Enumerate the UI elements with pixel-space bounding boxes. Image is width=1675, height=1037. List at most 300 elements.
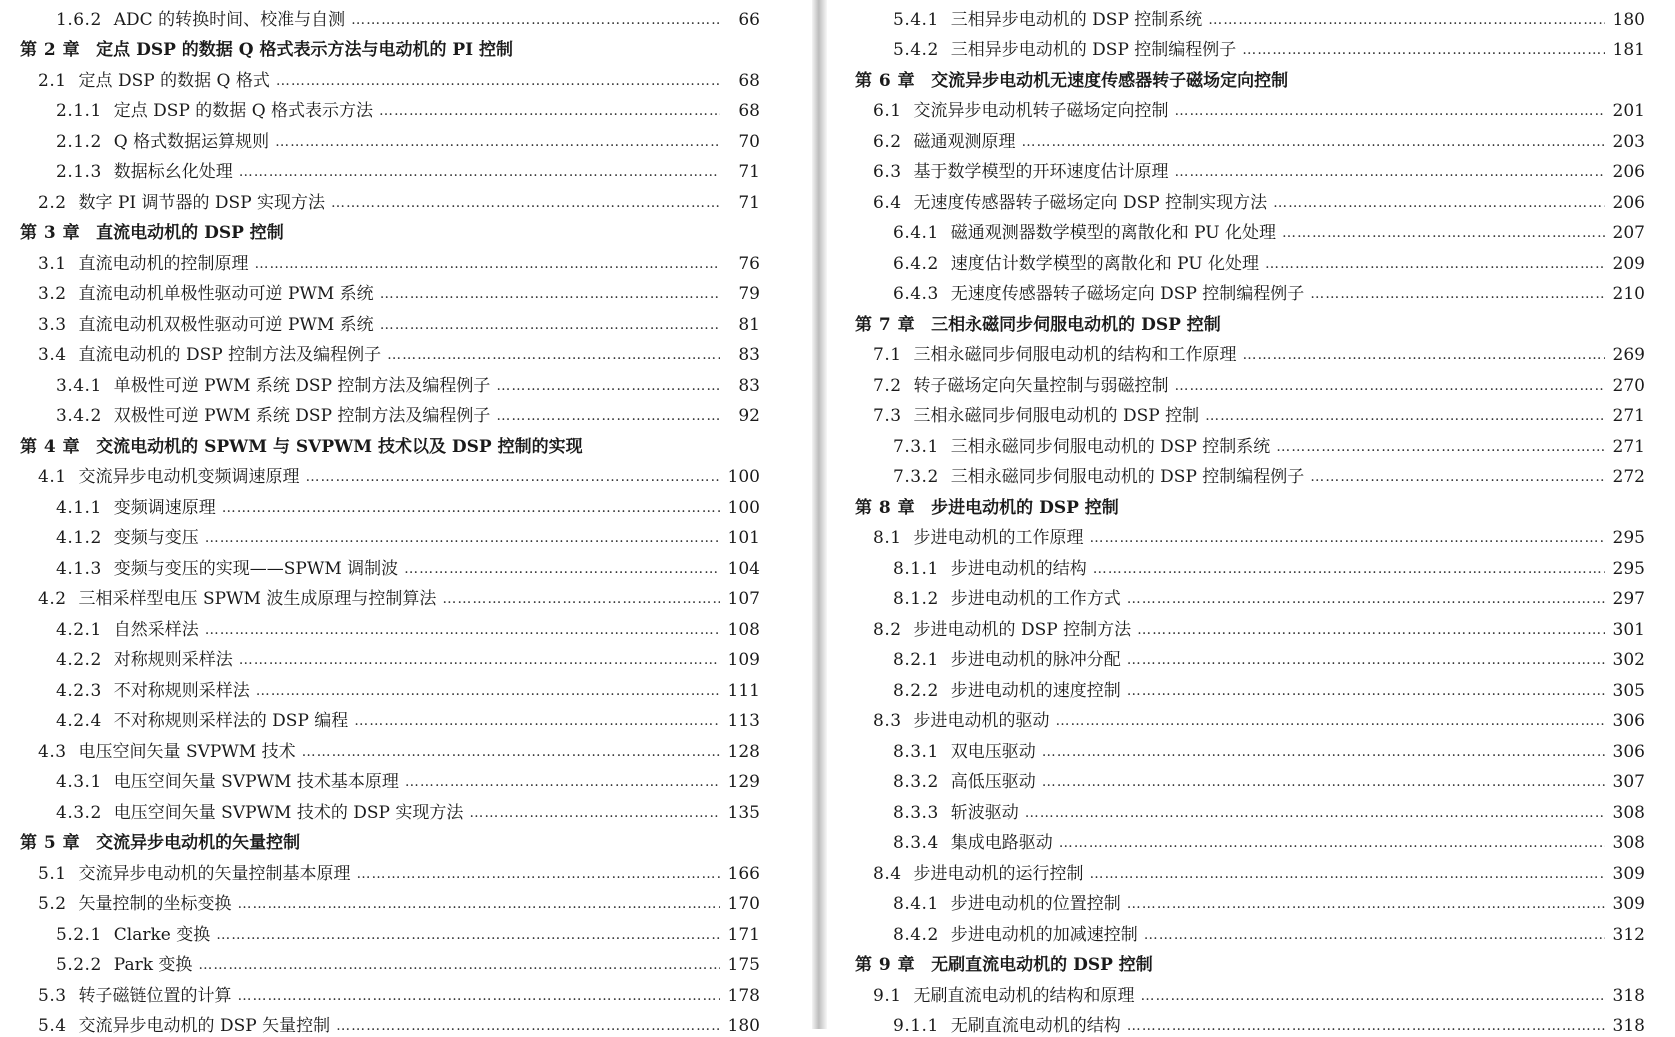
toc-dot-leader	[1175, 375, 1605, 397]
toc-entry-title: 基于数学模型的开环速度估计原理	[914, 161, 1169, 183]
toc-page-number: 269	[1611, 344, 1645, 366]
toc-dot-leader	[306, 466, 720, 488]
toc-entry-title: 交流异步电动机变频调速原理	[79, 466, 300, 488]
toc-entry-number: 2.2	[38, 192, 67, 214]
toc-entry[interactable]	[20, 275, 760, 306]
toc-entry-number: 5.2.2	[56, 954, 102, 976]
toc-page-number: 201	[1611, 100, 1645, 122]
toc-entry[interactable]	[855, 915, 1645, 946]
toc-entry-number: 4.3	[38, 741, 67, 763]
toc-page-number: 68	[726, 100, 760, 122]
toc-dot-leader	[222, 497, 720, 519]
toc-entry-title: 直流电动机单极性驱动可逆 PWM 系统	[79, 283, 374, 305]
toc-entry[interactable]	[855, 610, 1645, 641]
toc-entry[interactable]	[20, 641, 760, 672]
toc-entry-number: 5.3	[38, 985, 67, 1007]
toc-dot-leader	[380, 283, 720, 305]
toc-entry-number: 7.1	[873, 344, 902, 366]
toc-page-number: 68	[726, 70, 760, 92]
toc-entry[interactable]	[855, 336, 1645, 367]
toc-dot-leader	[1310, 283, 1605, 305]
toc-page-number: 181	[1611, 39, 1645, 61]
toc-page-number: 297	[1611, 588, 1645, 610]
toc-page-number: 71	[726, 192, 760, 214]
toc-entry-number: 4.1.2	[56, 527, 102, 549]
toc-entry-number: 2.1	[38, 70, 67, 92]
toc-entry-title: ADC 的转换时间、校准与自测	[114, 9, 345, 31]
toc-entry-title: Park 变换	[114, 954, 193, 976]
toc-page-number: 170	[726, 893, 760, 915]
toc-page-number: 108	[726, 619, 760, 641]
toc-entry-title: 三相永磁同步伺服电动机的 DSP 控制	[931, 314, 1221, 336]
toc-entry[interactable]	[20, 671, 760, 702]
toc-entry-title: 步进电动机的运行控制	[914, 863, 1084, 885]
toc-entry[interactable]	[20, 458, 760, 489]
toc-entry[interactable]	[20, 0, 760, 31]
toc-entry-title: 步进电动机的脉冲分配	[951, 649, 1121, 671]
toc-dot-leader	[1127, 588, 1605, 610]
toc-entry-number: 第 9 章	[855, 954, 915, 976]
toc-entry-title: 不对称规则采样法的 DSP 编程	[114, 710, 349, 732]
toc-page-number: 135	[726, 802, 760, 824]
toc-page-number: 101	[726, 527, 760, 549]
toc-dot-leader	[469, 802, 720, 824]
toc-page-number: 206	[1611, 192, 1645, 214]
toc-entry-number: 8.4.1	[893, 893, 939, 915]
toc-entry[interactable]	[20, 244, 760, 275]
toc-dot-leader	[1137, 619, 1605, 641]
toc-page-number: 128	[726, 741, 760, 763]
toc-chapter-heading[interactable]	[855, 946, 1645, 977]
toc-dot-leader	[1059, 832, 1605, 854]
toc-dot-leader	[331, 192, 720, 214]
toc-entry[interactable]	[855, 153, 1645, 184]
toc-entry-title: 无刷直流电动机的结构	[951, 1015, 1121, 1037]
toc-page-number: 308	[1611, 832, 1645, 854]
toc-list-left	[20, 0, 760, 1037]
toc-page-number: 92	[726, 405, 760, 427]
toc-entry-title: 步进电动机的 DSP 控制	[931, 497, 1119, 519]
toc-entry-title: 变频与变压的实现——SPWM 调制波	[114, 558, 398, 580]
toc-entry-number: 8.1	[873, 527, 902, 549]
toc-entry-title: 单极性可逆 PWM 系统 DSP 控制方法及编程例子	[114, 375, 491, 397]
toc-dot-leader	[239, 161, 720, 183]
toc-entry-number: 3.1	[38, 253, 67, 275]
toc-entry[interactable]	[855, 397, 1645, 428]
toc-dot-leader	[1127, 680, 1605, 702]
toc-entry[interactable]	[855, 641, 1645, 672]
toc-page-number: 295	[1611, 558, 1645, 580]
toc-entry[interactable]	[855, 92, 1645, 123]
toc-entry-title: 三相永磁同步伺服电动机的 DSP 控制编程例子	[951, 466, 1305, 488]
toc-entry-number: 第 5 章	[20, 832, 80, 854]
toc-dot-leader	[238, 985, 720, 1007]
toc-entry[interactable]	[855, 793, 1645, 824]
toc-entry[interactable]	[855, 702, 1645, 733]
toc-dot-leader	[256, 680, 720, 702]
toc-dot-leader	[1175, 161, 1605, 183]
toc-entry-number: 8.3.4	[893, 832, 939, 854]
toc-page-number: 79	[726, 283, 760, 305]
toc-entry[interactable]	[855, 458, 1645, 489]
toc-page-number: 83	[726, 375, 760, 397]
toc-entry[interactable]	[20, 92, 760, 123]
toc-entry-number: 第 3 章	[20, 222, 80, 244]
toc-entry-title: 步进电动机的工作方式	[951, 588, 1121, 610]
toc-entry-title: 转子磁场定向矢量控制与弱磁控制	[914, 375, 1169, 397]
toc-entry[interactable]	[855, 885, 1645, 916]
toc-page-number: 104	[726, 558, 760, 580]
toc-entry-number: 8.4	[873, 863, 902, 885]
toc-entry[interactable]	[855, 580, 1645, 611]
toc-entry-number: 9.1	[873, 985, 902, 1007]
toc-entry[interactable]	[855, 824, 1645, 855]
toc-entry-title: 磁通观测器数学模型的离散化和 PU 化处理	[951, 222, 1276, 244]
toc-dot-leader	[496, 375, 720, 397]
toc-entry-number: 4.1.1	[56, 497, 102, 519]
toc-entry-number: 8.4.2	[893, 924, 939, 946]
toc-entry[interactable]	[20, 976, 760, 1007]
toc-chapter-heading[interactable]	[855, 61, 1645, 92]
toc-entry[interactable]	[20, 732, 760, 763]
toc-entry-number: 4.1	[38, 466, 67, 488]
toc-entry[interactable]	[855, 366, 1645, 397]
toc-page-number: 271	[1611, 405, 1645, 427]
toc-entry-number: 6.1	[873, 100, 902, 122]
toc-chapter-heading[interactable]	[20, 824, 760, 855]
toc-entry-title: 直流电动机的 DSP 控制方法及编程例子	[79, 344, 382, 366]
toc-dot-leader	[205, 619, 720, 641]
toc-dot-leader	[1282, 222, 1605, 244]
toc-entry-number: 8.2.2	[893, 680, 939, 702]
toc-entry[interactable]	[855, 549, 1645, 580]
toc-entry-title: 电压空间矢量 SVPWM 技术的 DSP 实现方法	[114, 802, 464, 824]
toc-entry[interactable]	[855, 671, 1645, 702]
toc-entry-title: Clarke 变换	[114, 924, 210, 946]
toc-entry[interactable]	[20, 549, 760, 580]
toc-dot-leader	[387, 344, 720, 366]
toc-dot-leader	[336, 1015, 720, 1037]
toc-page-number: 305	[1611, 680, 1645, 702]
toc-page-number: 107	[726, 588, 760, 610]
toc-entry-title: 交流异步电动机转子磁场定向控制	[914, 100, 1169, 122]
toc-entry[interactable]	[20, 763, 760, 794]
toc-entry-title: 定点 DSP 的数据 Q 格式表示方法与电动机的 PI 控制	[96, 39, 513, 61]
toc-entry[interactable]	[20, 366, 760, 397]
toc-dot-leader	[255, 253, 720, 275]
toc-entry-number: 6.3	[873, 161, 902, 183]
toc-page-number: 307	[1611, 771, 1645, 793]
toc-entry[interactable]	[20, 1007, 760, 1037]
toc-entry-title: 变频与变压	[114, 527, 199, 549]
toc-page-number: 306	[1611, 741, 1645, 763]
toc-entry-title: 步进电动机的速度控制	[951, 680, 1121, 702]
toc-entry-number: 第 7 章	[855, 314, 915, 336]
toc-entry-number: 6.4.1	[893, 222, 939, 244]
toc-entry-title: 步进电动机的驱动	[914, 710, 1050, 732]
toc-entry-number: 6.4.2	[893, 253, 939, 275]
toc-entry[interactable]	[855, 122, 1645, 153]
toc-page-number: 203	[1611, 131, 1645, 153]
toc-page-number: 306	[1611, 710, 1645, 732]
toc-entry[interactable]	[20, 305, 760, 336]
toc-page-number: 271	[1611, 436, 1645, 458]
toc-entry-number: 5.2	[38, 893, 67, 915]
toc-page-number: 81	[726, 314, 760, 336]
toc-entry-number: 第 4 章	[20, 436, 80, 458]
toc-entry[interactable]	[855, 854, 1645, 885]
toc-entry-number: 8.2.1	[893, 649, 939, 671]
toc-dot-leader	[1127, 649, 1605, 671]
toc-entry-title: 无速度传感器转子磁场定向 DSP 控制实现方法	[914, 192, 1268, 214]
toc-entry-title: 高低压驱动	[951, 771, 1036, 793]
toc-entry-title: 交流异步电动机无速度传感器转子磁场定向控制	[931, 70, 1288, 92]
toc-page-number: 206	[1611, 161, 1645, 183]
toc-entry-title: 双电压驱动	[951, 741, 1036, 763]
toc-dot-leader	[354, 710, 720, 732]
toc-entry-title: 定点 DSP 的数据 Q 格式	[79, 70, 270, 92]
toc-chapter-heading[interactable]	[855, 488, 1645, 519]
toc-entry-number: 5.1	[38, 863, 67, 885]
toc-entry[interactable]	[20, 153, 760, 184]
toc-dot-leader	[238, 893, 720, 915]
toc-dot-leader	[1242, 39, 1605, 61]
toc-entry[interactable]	[855, 763, 1645, 794]
toc-page-number: 171	[726, 924, 760, 946]
toc-entry-number: 7.3	[873, 405, 902, 427]
toc-page-number: 109	[726, 649, 760, 671]
toc-entry-number: 5.4.2	[893, 39, 939, 61]
toc-entry[interactable]	[20, 397, 760, 428]
toc-entry[interactable]	[855, 214, 1645, 245]
toc-entry-number: 3.4.2	[56, 405, 102, 427]
toc-entry[interactable]	[855, 183, 1645, 214]
toc-entry-title: 步进电动机的 DSP 控制方法	[914, 619, 1132, 641]
toc-entry[interactable]	[855, 275, 1645, 306]
toc-page-number: 76	[726, 253, 760, 275]
toc-dot-leader	[1141, 985, 1605, 1007]
toc-entry-number: 8.3.3	[893, 802, 939, 824]
toc-entry[interactable]	[855, 244, 1645, 275]
toc-page-number: 66	[726, 9, 760, 31]
toc-entry[interactable]	[20, 702, 760, 733]
toc-entry-number: 8.1.1	[893, 558, 939, 580]
toc-entry[interactable]	[20, 336, 760, 367]
toc-entry-title: 直流电动机的 DSP 控制	[96, 222, 284, 244]
toc-entry-number: 8.2	[873, 619, 902, 641]
toc-dot-leader	[1243, 344, 1605, 366]
toc-dot-leader	[379, 100, 720, 122]
toc-entry[interactable]	[20, 61, 760, 92]
toc-entry[interactable]	[855, 0, 1645, 31]
toc-entry-number: 4.2	[38, 588, 67, 610]
toc-entry[interactable]	[20, 488, 760, 519]
toc-entry-number: 3.3	[38, 314, 67, 336]
toc-page-number: 71	[726, 161, 760, 183]
toc-entry[interactable]	[20, 122, 760, 153]
toc-entry[interactable]	[20, 183, 760, 214]
toc-entry-number: 4.2.2	[56, 649, 102, 671]
toc-entry-number: 9.1.1	[893, 1015, 939, 1037]
toc-dot-leader	[357, 863, 720, 885]
toc-entry-number: 6.4	[873, 192, 902, 214]
toc-entry-number: 第 8 章	[855, 497, 915, 519]
toc-page-number: 178	[726, 985, 760, 1007]
toc-entry-title: 速度估计数学模型的离散化和 PU 化处理	[951, 253, 1259, 275]
toc-page-number: 318	[1611, 1015, 1645, 1037]
toc-entry-title: 双极性可逆 PWM 系统 DSP 控制方法及编程例子	[114, 405, 491, 427]
toc-entry-title: 交流异步电动机的 DSP 矢量控制	[79, 1015, 331, 1037]
toc-entry[interactable]	[20, 915, 760, 946]
toc-dot-leader	[1144, 924, 1605, 946]
toc-entry-number: 4.2.1	[56, 619, 102, 641]
toc-page-number: 113	[726, 710, 760, 732]
toc-page-number: 83	[726, 344, 760, 366]
toc-entry-number: 8.3.1	[893, 741, 939, 763]
toc-entry-number: 8.3.2	[893, 771, 939, 793]
toc-entry-title: 无速度传感器转子磁场定向 DSP 控制编程例子	[951, 283, 1305, 305]
toc-list-right	[855, 0, 1645, 1037]
toc-entry[interactable]	[855, 31, 1645, 62]
toc-dot-leader	[1025, 802, 1605, 824]
toc-entry[interactable]	[20, 946, 760, 977]
toc-entry[interactable]	[20, 519, 760, 550]
toc-dot-leader	[380, 314, 720, 336]
toc-entry-title: 变频调速原理	[114, 497, 216, 519]
toc-page-number: 318	[1611, 985, 1645, 1007]
toc-entry-title: 无刷直流电动机的结构和原理	[914, 985, 1135, 1007]
toc-chapter-heading[interactable]	[855, 305, 1645, 336]
toc-entry[interactable]	[20, 610, 760, 641]
toc-entry[interactable]	[20, 793, 760, 824]
toc-page-number: 175	[726, 954, 760, 976]
toc-entry-title: 交流异步电动机的矢量控制	[96, 832, 300, 854]
toc-entry[interactable]	[855, 976, 1645, 1007]
toc-entry-number: 4.2.4	[56, 710, 102, 732]
toc-dot-leader	[1265, 253, 1605, 275]
toc-entry-title: 对称规则采样法	[114, 649, 233, 671]
toc-entry[interactable]	[20, 580, 760, 611]
toc-dot-leader	[1042, 741, 1605, 763]
toc-entry-number: 2.1.1	[56, 100, 102, 122]
toc-page-number: 166	[726, 863, 760, 885]
toc-entry-number: 4.3.2	[56, 802, 102, 824]
toc-page-number: 100	[726, 466, 760, 488]
toc-page-number: 207	[1611, 222, 1645, 244]
toc-entry[interactable]	[855, 732, 1645, 763]
toc-dot-leader	[302, 741, 720, 763]
toc-dot-leader	[1093, 558, 1605, 580]
toc-entry-number: 3.4.1	[56, 375, 102, 397]
toc-entry-title: 直流电动机双极性驱动可逆 PWM 系统	[79, 314, 374, 336]
toc-chapter-heading[interactable]	[20, 31, 760, 62]
toc-entry[interactable]	[855, 519, 1645, 550]
toc-chapter-heading[interactable]	[20, 427, 760, 458]
toc-entry-title: 矢量控制的坐标变换	[79, 893, 232, 915]
toc-dot-leader	[1273, 192, 1605, 214]
toc-dot-leader	[404, 558, 720, 580]
toc-page-number: 180	[1611, 9, 1645, 31]
toc-page-number: 272	[1611, 466, 1645, 488]
toc-entry-number: 4.3.1	[56, 771, 102, 793]
toc-entry-title: 直流电动机的控制原理	[79, 253, 249, 275]
toc-dot-leader	[239, 649, 720, 671]
toc-page-number: 302	[1611, 649, 1645, 671]
toc-dot-leader	[1208, 9, 1605, 31]
toc-entry-title: Q 格式数据运算规则	[114, 131, 269, 153]
toc-entry[interactable]	[855, 427, 1645, 458]
toc-chapter-heading[interactable]	[20, 214, 760, 245]
toc-entry-number: 7.2	[873, 375, 902, 397]
toc-entry-title: 磁通观测原理	[914, 131, 1016, 153]
toc-dot-leader	[276, 70, 720, 92]
toc-entry-title: 集成电路驱动	[951, 832, 1053, 854]
toc-entry-number: 8.3	[873, 710, 902, 732]
toc-dot-leader	[1090, 527, 1605, 549]
toc-dot-leader	[351, 9, 720, 31]
toc-entry-number: 5.4	[38, 1015, 67, 1037]
toc-dot-leader	[1276, 436, 1605, 458]
toc-entry-title: 三相永磁同步伺服电动机的结构和工作原理	[914, 344, 1237, 366]
toc-entry-number: 第 6 章	[855, 70, 915, 92]
toc-entry-title: 不对称规则采样法	[114, 680, 250, 702]
toc-page-number: 301	[1611, 619, 1645, 641]
toc-entry-title: 交流电动机的 SPWM 与 SVPWM 技术以及 DSP 控制的实现	[96, 436, 582, 458]
toc-dot-leader	[1175, 100, 1605, 122]
page-gutter	[812, 0, 827, 1029]
toc-entry-number: 4.2.3	[56, 680, 102, 702]
toc-dot-leader	[198, 954, 720, 976]
toc-entry-title: 步进电动机的结构	[951, 558, 1087, 580]
toc-entry-title: 三相采样型电压 SPWM 波生成原理与控制算法	[79, 588, 437, 610]
toc-dot-leader	[405, 771, 720, 793]
toc-dot-leader	[1205, 405, 1605, 427]
toc-page-number: 210	[1611, 283, 1645, 305]
toc-dot-leader	[216, 924, 720, 946]
toc-entry-number: 1.6.2	[56, 9, 102, 31]
toc-page-number: 111	[726, 680, 760, 702]
toc-entry-number: 7.3.2	[893, 466, 939, 488]
toc-entry-title: 交流异步电动机的矢量控制基本原理	[79, 863, 351, 885]
toc-entry-title: 步进电动机的工作原理	[914, 527, 1084, 549]
toc-entry-number: 3.4	[38, 344, 67, 366]
toc-entry-title: 三相异步电动机的 DSP 控制系统	[951, 9, 1203, 31]
toc-page-number: 100	[726, 497, 760, 519]
toc-dot-leader	[1090, 863, 1605, 885]
toc-entry[interactable]	[855, 1007, 1645, 1037]
toc-entry-number: 5.2.1	[56, 924, 102, 946]
toc-entry-title: 三相永磁同步伺服电动机的 DSP 控制	[914, 405, 1200, 427]
toc-dot-leader	[275, 131, 720, 153]
toc-entry-number: 6.4.3	[893, 283, 939, 305]
toc-entry-title: 无刷直流电动机的 DSP 控制	[931, 954, 1153, 976]
toc-entry-title: 数据标幺化处理	[114, 161, 233, 183]
right-page	[827, 0, 1675, 1029]
toc-entry[interactable]	[20, 885, 760, 916]
toc-dot-leader	[1022, 131, 1605, 153]
toc-dot-leader	[1042, 771, 1605, 793]
toc-entry-title: 三相异步电动机的 DSP 控制编程例子	[951, 39, 1237, 61]
toc-entry-title: 数字 PI 调节器的 DSP 实现方法	[79, 192, 325, 214]
toc-page-number: 295	[1611, 527, 1645, 549]
toc-entry-number: 8.1.2	[893, 588, 939, 610]
toc-page-number: 129	[726, 771, 760, 793]
toc-dot-leader	[1056, 710, 1605, 732]
toc-entry[interactable]	[20, 854, 760, 885]
toc-page-number: 309	[1611, 863, 1645, 885]
toc-entry-number: 2.1.3	[56, 161, 102, 183]
toc-dot-leader	[1127, 1015, 1605, 1037]
